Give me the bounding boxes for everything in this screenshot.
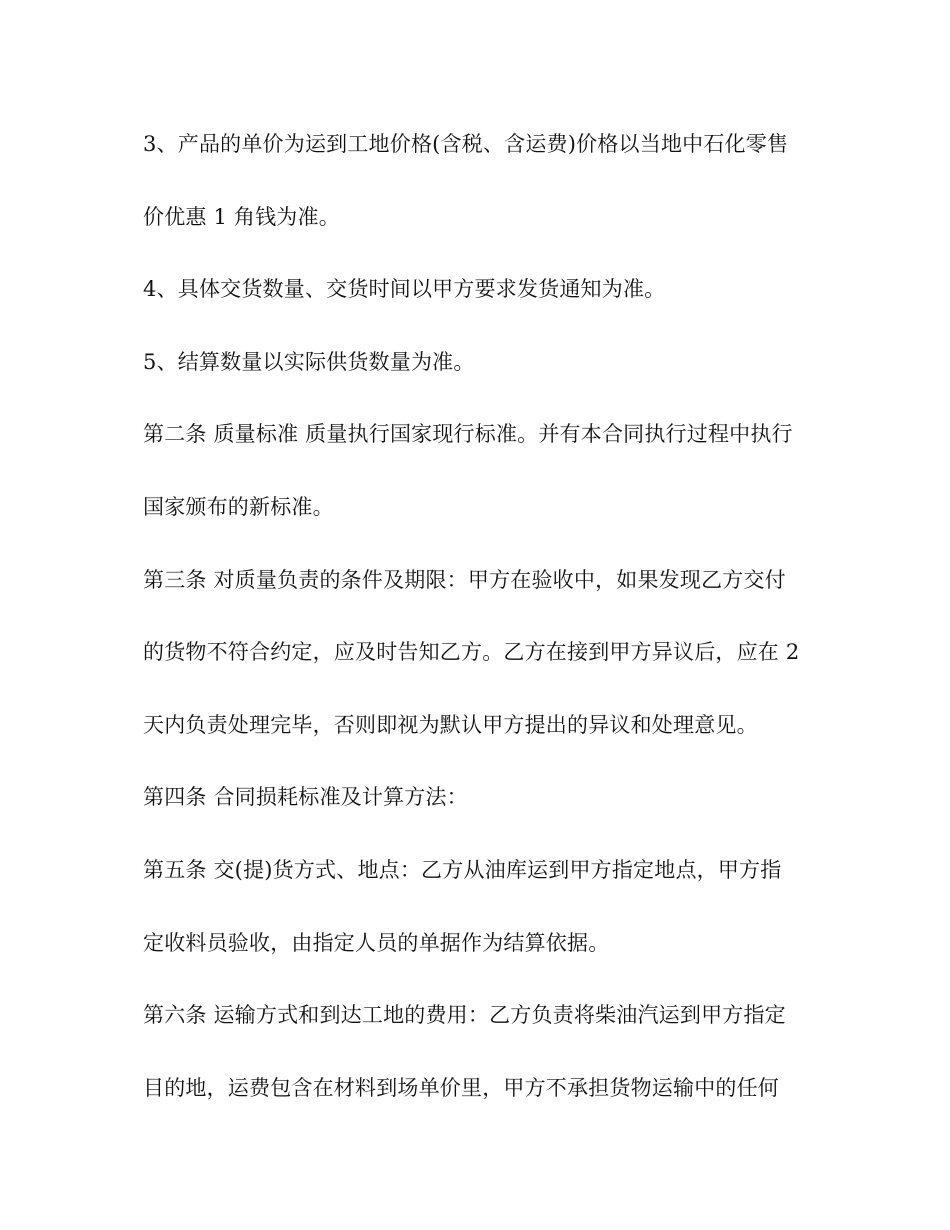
text-line: 4、具体交货数量、交货时间以甲方要求发货通知为准。: [143, 277, 666, 302]
text-line: 的货物不符合约定，应及时告知乙方。乙方在接到甲方异议后，应在 2: [143, 640, 800, 665]
text-line: 第四条 合同损耗标准及计算方法：: [143, 785, 468, 810]
text-line: 天内负责处理完毕，否则即视为默认甲方提出的异议和处理意见。: [143, 712, 758, 737]
text-line: 第六条 运输方式和到达工地的费用：乙方负责将柴油汽运到甲方指定: [143, 1003, 786, 1028]
text-line: 第三条 对质量负责的条件及期限：甲方在验收中，如果发现乙方交付: [143, 567, 786, 592]
text-line: 国家颁布的新标准。: [143, 494, 334, 519]
text-line: 3、产品的单价为运到工地价格(含税、含运费)价格以当地中石化零售: [143, 132, 789, 156]
text-line: 5、结算数量以实际供货数量为准。: [143, 349, 475, 374]
text-line: 定收料员验收，由指定人员的单据作为结算依据。: [143, 930, 610, 955]
document-body: [143, 118, 808, 1134]
text-line: 第五条 交(提)货方式、地点：乙方从油库运到甲方指定地点，甲方指: [143, 857, 782, 882]
text-line: 价优惠 1 角钱为准。: [143, 204, 340, 229]
text-line: 第二条 质量标准 质量执行国家现行标准。并有本合同执行过程中执行: [143, 422, 793, 447]
text-line: 目的地，运费包含在材料到场单价里，甲方不承担货物运输中的任何: [143, 1075, 779, 1100]
